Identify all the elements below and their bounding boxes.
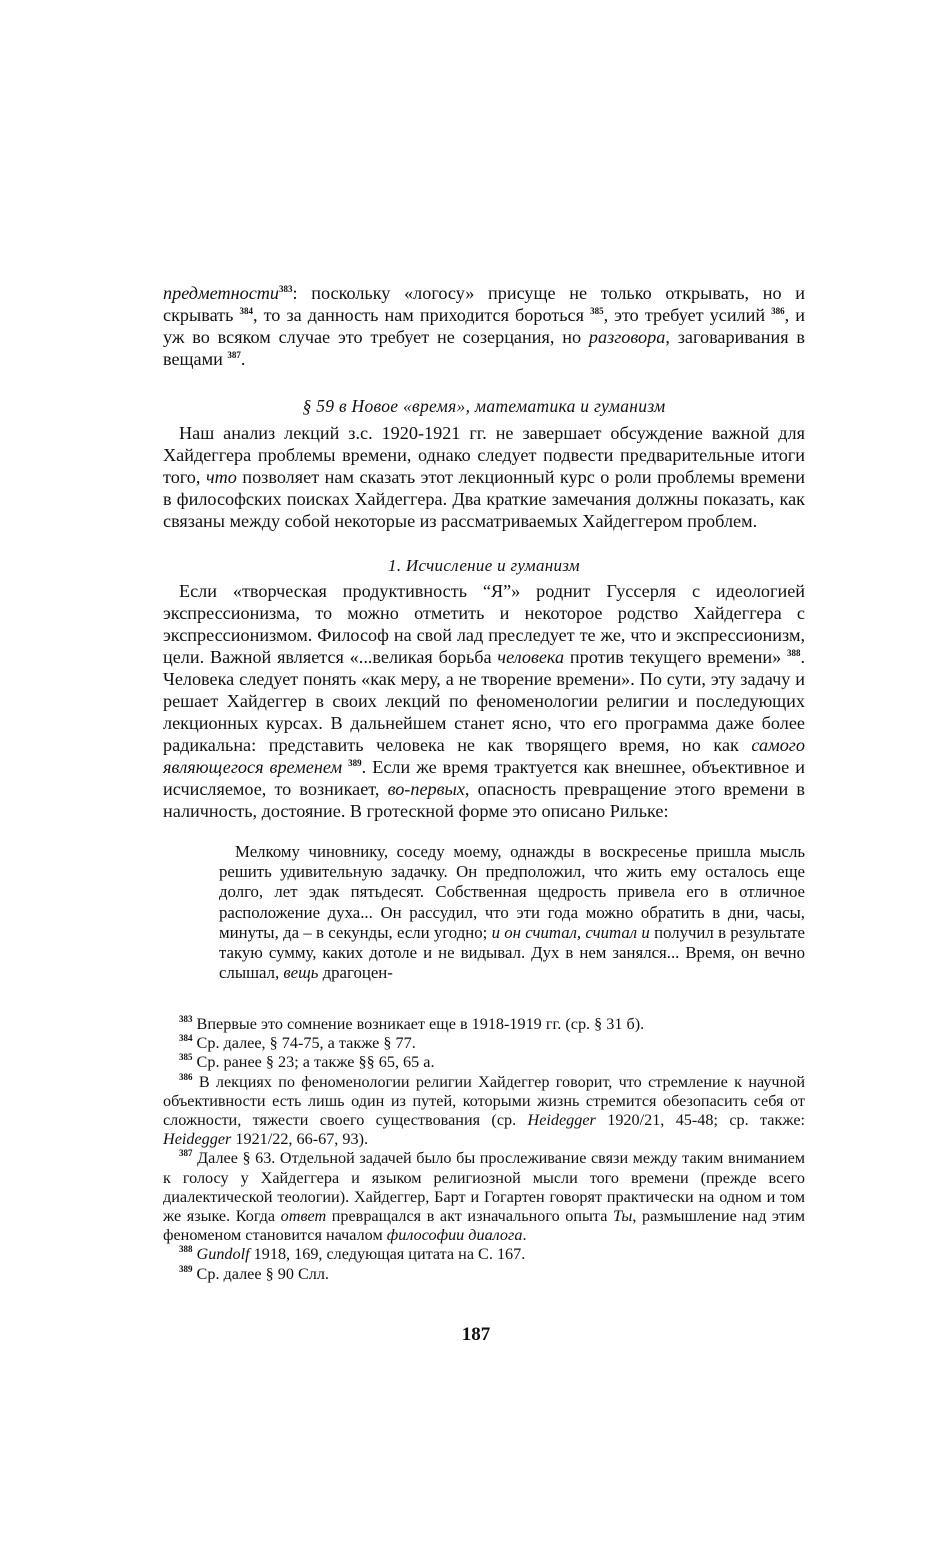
page-number: 187: [461, 1324, 491, 1345]
footnote-384: $^{384}$ Ср. далее, § 74-75, а также § 77.: [179, 1033, 416, 1053]
section-title: § 59 в Новое «время», математика и гуманизм: [302, 396, 666, 416]
footnote-ref-384[interactable]: 384: [239, 306, 253, 316]
footnote-383: $^{383}$ Впервые это сомнение возникает еще в 1918-1919 гг. (ср. § 31 б).: [179, 1014, 645, 1033]
footnote-ref-383[interactable]: 383: [279, 284, 293, 294]
subsection-title: 1. Исчисление и гуманизм: [388, 556, 580, 575]
paragraph-continuation: предметности$^{383}$: поскольку «логосу» присуще не только открывать, но и скрывать $^{384}$, то за данность нам приходится бороться $^{385}$, это требует усилий $^{386}$, и уж во всяком случае это требует не созерцания, но разговора, заговаривания в вещами $^{387}$.: [163, 283, 806, 369]
footnote-ref-387[interactable]: 387: [227, 350, 241, 360]
footnote-389: $^{389}$ Ср. далее § 90 Слл.: [179, 1263, 329, 1283]
rilke-quote: Мелкому чиновнику, соседу моему, однажды в воскресенье пришла мысль решить удивительную задачку. Он предположил, что жить ему осталось еще долго, лет эдак пятьдесят. Собственная щедрость привела его в отличное расположение духа... Он рассудил, что эти года можно обратить в дни, часы, минуты, да – в секунды, если угодно; и он считал, считал и получил в результате такую сумму, каких дотоле и не видывал. Дух в нем занялся... Время, он вечно слышал, вещь драгоцен-: [219, 842, 805, 983]
footnote-385: $^{385}$ Ср. ранее § 23; а также §§ 65, 65 а.: [179, 1052, 435, 1072]
footnote-388: $^{388}$ Gundolf 1918, 169, следующая цитата на С. 167.: [179, 1244, 526, 1264]
paragraph-main: Если «творческая продуктивность “Я”» роднит Гуссерля с идеологией экспрессионизма, то можно отметить и некоторое родство Хайдеггера с экспрессионизмом. Философ на свой лад преследует те же, что и экспрессионизм, цели. Важной является «...великая борьба человека против текущего времени» $^{388}$. Человека следует понять «как меру, а не творение времени». По сути, эту задачу и решает Хайдеггер в своих лекций по феноменологии религии и последующих лекционных курсах. В дальнейшем станет ясно, что его программа даже более радикальна: представить человека не как творящего время, но как самого являющегося временем $^{389}$. Если же время трактуется как внешнее, объективное и исчисляемое, то возникает, во-первых, опасность превращение этого времени в наличность, достояние. В гротескной форме это описано Рильке:: [163, 581, 806, 821]
footnote-387: $^{387}$ Далее § 63. Отдельной задачей было бы прослеживание связи между таким вниманием к голосу у Хайдеггера и языком религиозной мысли того времени (прежде всего диалектической теологии). Хайдеггер, Барт и Гогартен говорят практически на одном и том же языке. Когда ответ превращался в акт изначального опыта Ты, размышление над этим феноменом становится началом философии диалога.: [163, 1148, 806, 1245]
footnote-ref-386[interactable]: 386: [771, 306, 785, 316]
footnote-ref-389[interactable]: 389: [348, 758, 362, 768]
footnote-ref-388[interactable]: 388: [786, 648, 801, 658]
footnotes: [163, 1015, 805, 1284]
footnote-ref-385[interactable]: 385: [590, 306, 604, 316]
footnote-386: $^{386}$ В лекциях по феноменологии религии Хайдеггер говорит, что стремление к научной объективности есть лишь один из путей, которыми жизнь стремится обезопасить себя от сложности, тяжести своего существования (ср. Heidegger 1920/21, 45-48; ср. также: Heidegger 1921/22, 66-67, 93).: [163, 1071, 806, 1149]
paragraph-intro: Наш анализ лекций з.с. 1920-1921 гг. не завершает обсуждение важной для Хайдеггера проблемы времени, однако следует подвести предварительные итоги того, что позволяет нам сказать этот лекционный курс о роли проблемы времени в философских поисках Хайдеггера. Два краткие замечания должны показать, как связаны между собой некоторые из рассматриваемых Хайдеггером проблем.: [163, 423, 805, 531]
